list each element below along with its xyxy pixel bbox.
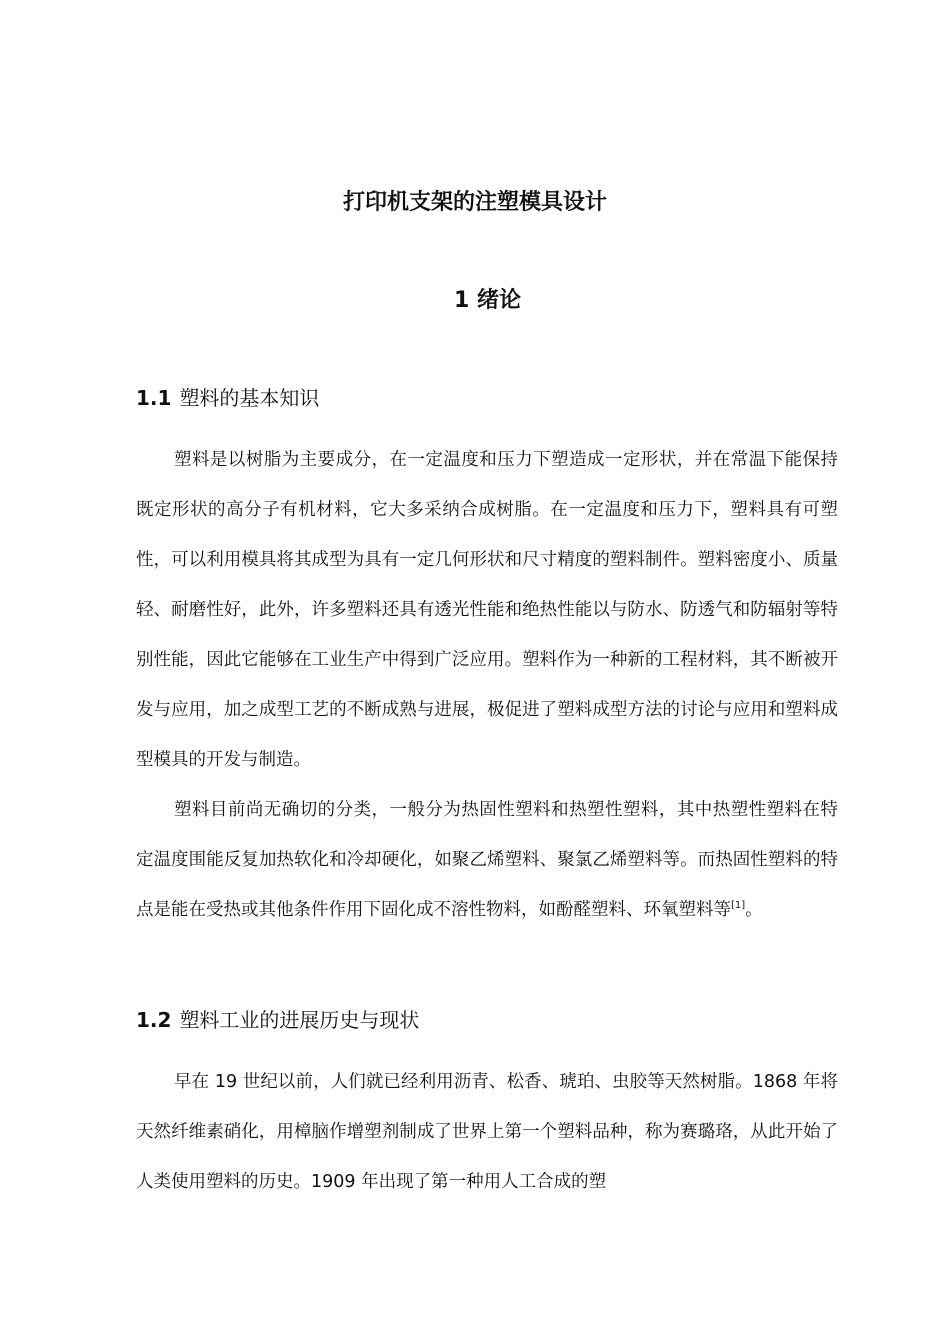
citation-mark: [1] bbox=[731, 900, 746, 912]
document-title: 打印机支架的注塑模具设计 bbox=[342, 190, 607, 215]
body-paragraph: 塑料是以树脂为主要成分，在一定温度和压力下塑造成一定形状，并在常温下能保持既定形状的高分子有机材料，它大多采纳合成树脂。在一定温度和压力下，塑料具有可塑性，可以利用模具将其成型为具有一定几何形状和尺寸精度的塑料制件。塑料密度小、质量轻、耐磨性好，此外，许多塑料还具有透光性能和绝热性能以与防水、防透气和防辐射等特别性能，因此它能够在工业生产中得到广泛应用。塑料作为一种新的工程材料，其不断被开发与应用，加之成型工艺的不断成熟与进展，极促进了塑料成型方法的讨论与应用和塑料成型模具的开发与制造。 bbox=[136, 450, 838, 770]
section-heading-1-2 bbox=[136, 1005, 419, 1035]
section-number: 1.1 bbox=[136, 386, 172, 410]
body-paragraph bbox=[136, 785, 838, 935]
chapter-title: 1 绪论 bbox=[454, 288, 521, 313]
section-heading-1-1 bbox=[136, 383, 319, 413]
paragraph-tail: 。 bbox=[745, 900, 763, 920]
section-title: 塑料的基本知识 bbox=[179, 386, 320, 410]
paragraph-text: 塑料目前尚无确切的分类，一般分为热固性塑料和热塑性塑料，其中热塑性塑料在特定温度围能反复加热软化和冷却硬化，如聚乙烯塑料、聚氯乙烯塑料等。而热固性塑料的特点是能在受热或其他条件作用下固化成不溶性物料，如酚醛塑料、环氧塑料等 bbox=[136, 800, 838, 920]
section-number: 1.2 bbox=[136, 1008, 172, 1032]
section-title: 塑料工业的进展历史与现状 bbox=[179, 1008, 420, 1032]
body-paragraph: 早在 19 世纪以前，人们就已经利用沥青、松香、琥珀、虫胶等天然树脂。1868 年将天然纤维素硝化，用樟脑作增塑剂制成了世界上第一个塑料品种，称为赛璐珞，从此开始了人类使用塑料的历史。1909 年出现了第一种用人工合成的塑 bbox=[136, 1072, 838, 1192]
